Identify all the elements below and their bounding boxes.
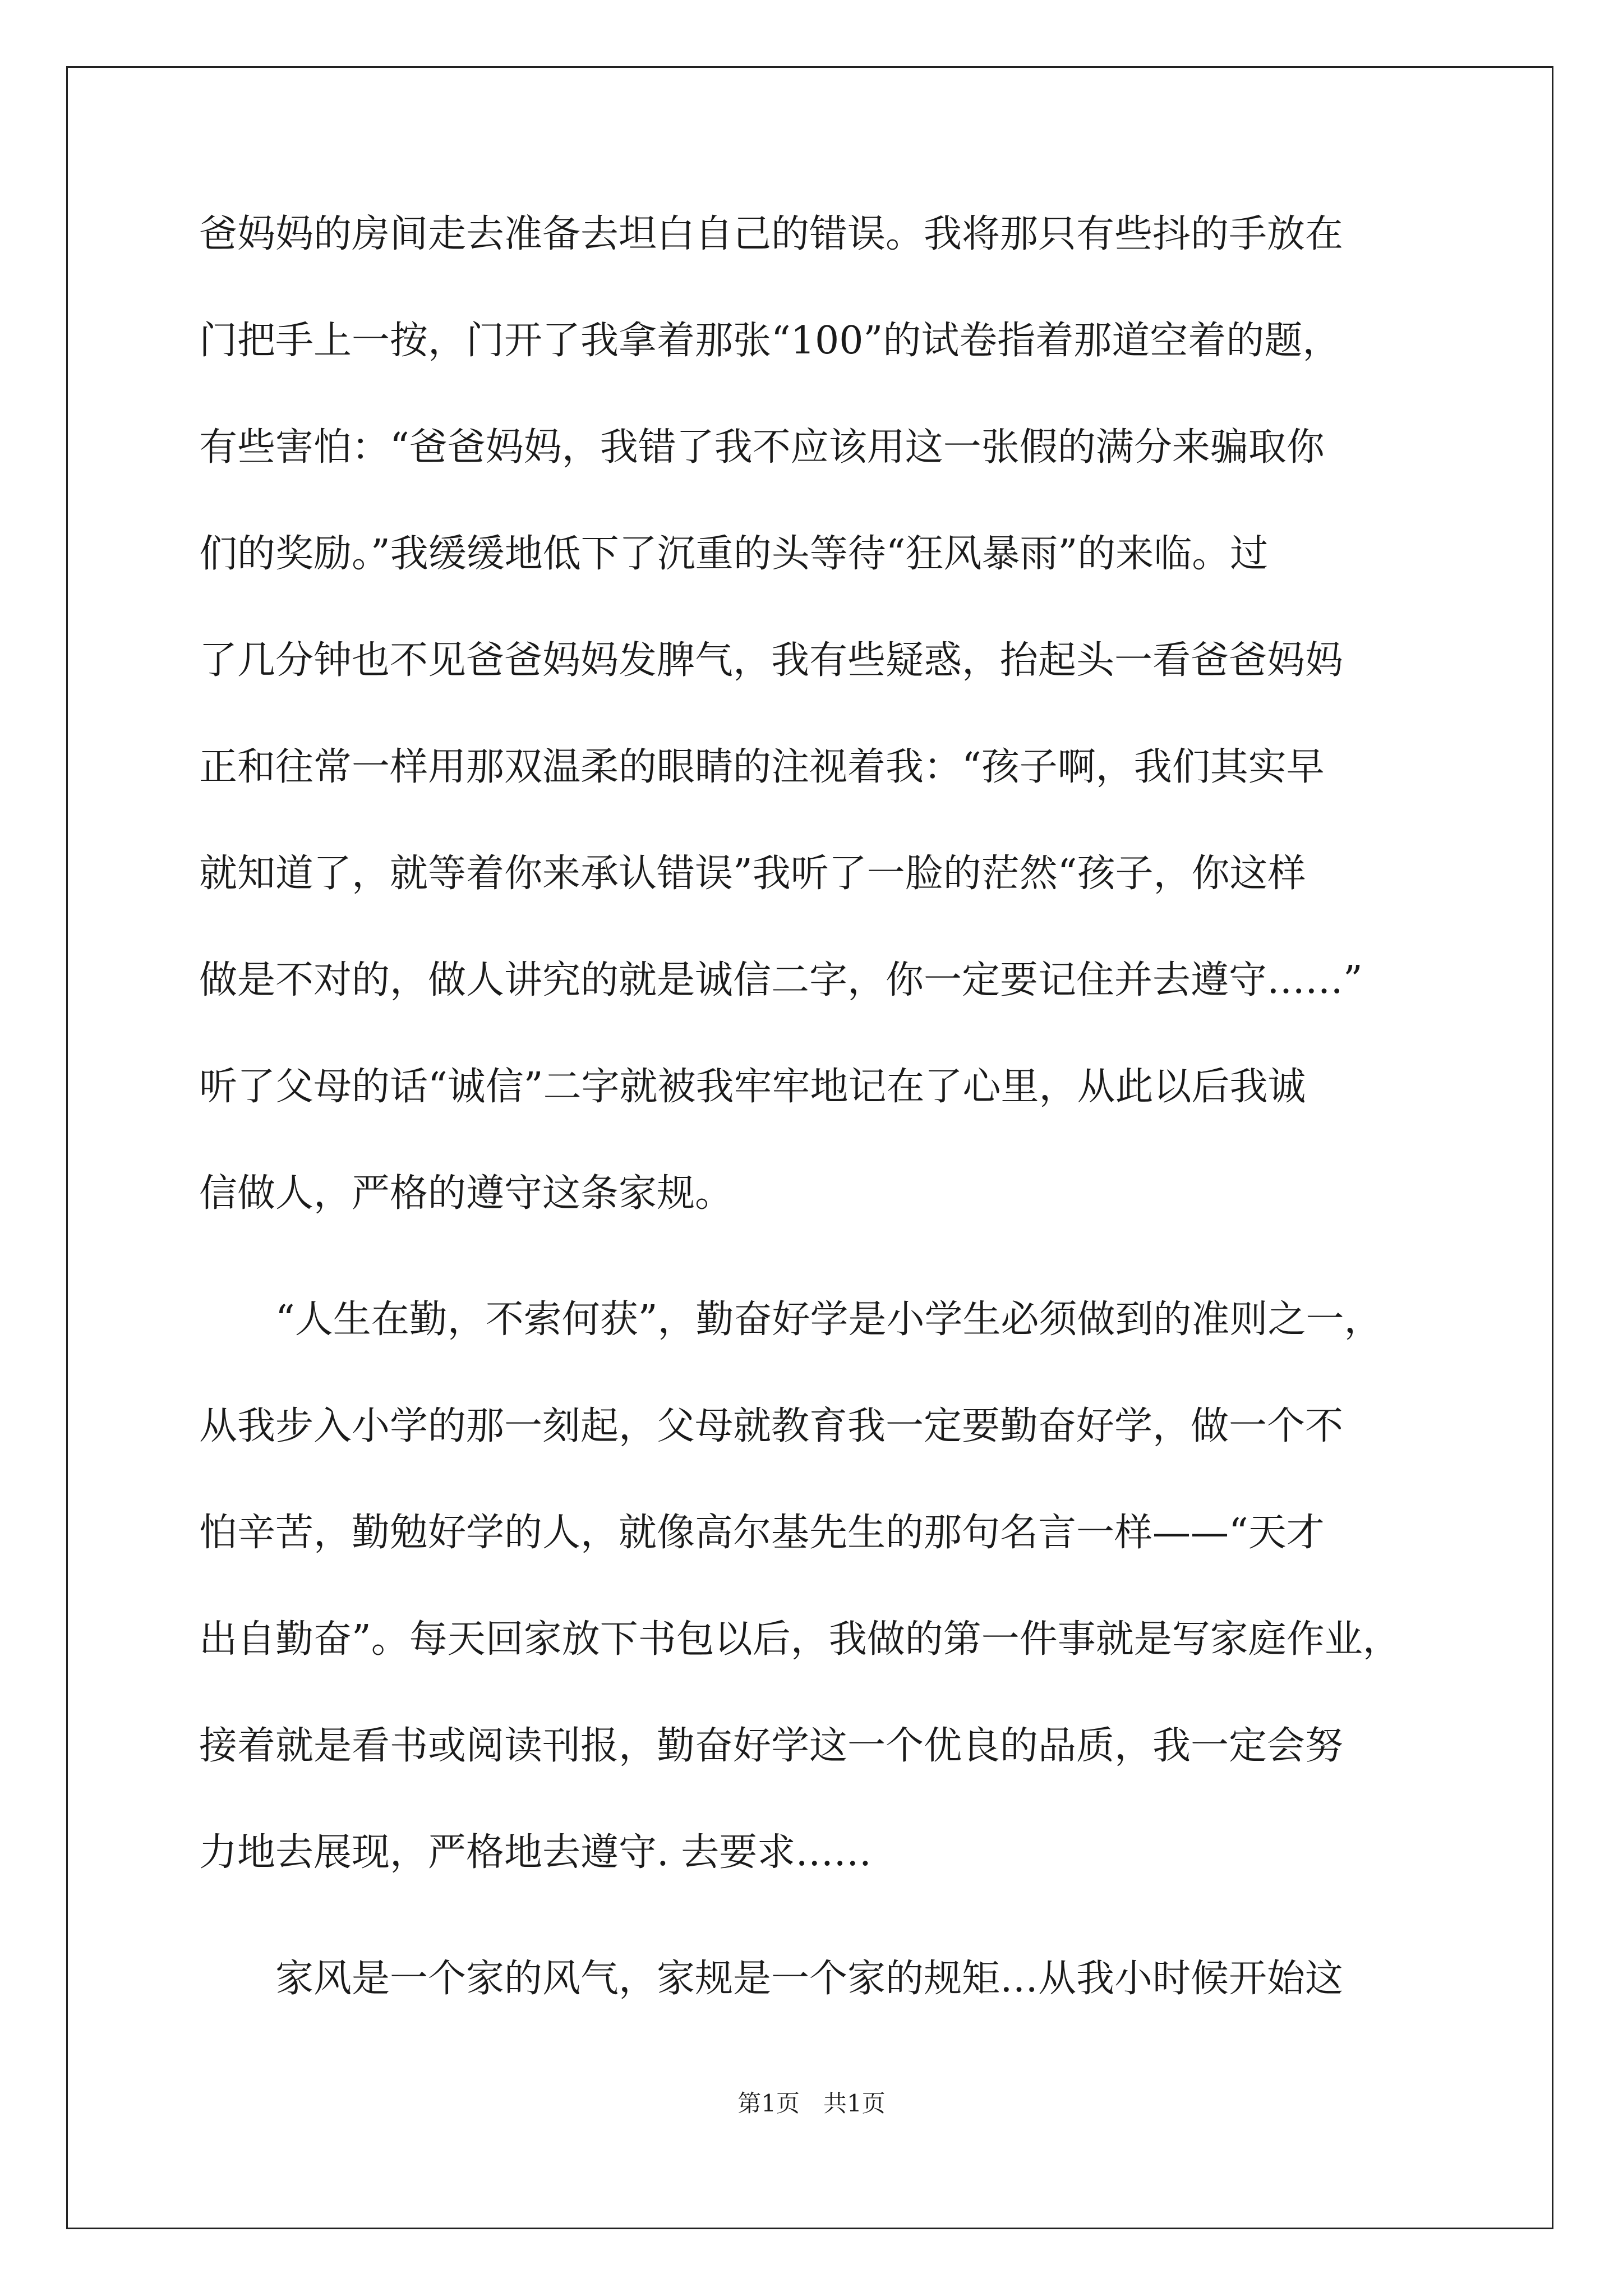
page-border	[66, 66, 1553, 2229]
text-line: 做是不对的，做人讲究的就是诚信二字，你一定要记住并去遵守……”	[199, 958, 1363, 1002]
text-line: 门把手上一按，门开了我拿着那张“100”的试卷指着那道空着的题，	[199, 319, 1341, 363]
page-footer: 第1页 共1页	[737, 2090, 886, 2117]
text-line: “人生在勤，不索何获”，勤奋好学是小学生必须做到的准则之一，	[199, 1297, 1382, 1342]
text-line: 家风是一个家的风气，家规是一个家的规矩…从我小时候开始这	[199, 1957, 1344, 2001]
text-line: 接着就是看书或阅读刊报，勤奋好学这一个优良的品质，我一定会努	[199, 1724, 1344, 1768]
text-line: 正和往常一样用那双温柔的眼睛的注视着我：“孩子啊，我们其实早	[199, 745, 1325, 789]
text-line: 就知道了，就等着你来承认错误”我听了一脸的茫然“孩子，你这样	[199, 852, 1306, 896]
text-line: 了几分钟也不见爸爸妈妈发脾气，我有些疑惑，抬起头一看爸爸妈妈	[199, 638, 1344, 683]
text-line: 信做人，严格的遵守这条家规。	[199, 1171, 734, 1216]
text-line: 听了父母的话“诚信”二字就被我牢牢地记在了心里，从此以后我诚	[199, 1065, 1306, 1109]
text-line: 爸妈妈的房间走去准备去坦白自己的错误。我将那只有些抖的手放在	[199, 212, 1344, 256]
text-line: 从我步入小学的那一刻起，父母就教育我一定要勤奋好学，做一个不	[199, 1404, 1344, 1448]
text-line: 力地去展现，严格地去遵守. 去要求……	[199, 1830, 872, 1875]
text-line: 怕辛苦，勤勉好学的人，就像高尔基先生的那句名言一样——“天才	[199, 1511, 1325, 1555]
text-line: 们的奖励。”我缓缓地低下了沉重的头等待“狂风暴雨”的来临。过	[199, 532, 1269, 576]
text-line: 有些害怕：“爸爸妈妈，我错了我不应该用这一张假的满分来骗取你	[199, 425, 1325, 470]
text-line: 出自勤奋”。每天回家放下书包以后，我做的第一件事就是写家庭作业，	[199, 1617, 1401, 1662]
